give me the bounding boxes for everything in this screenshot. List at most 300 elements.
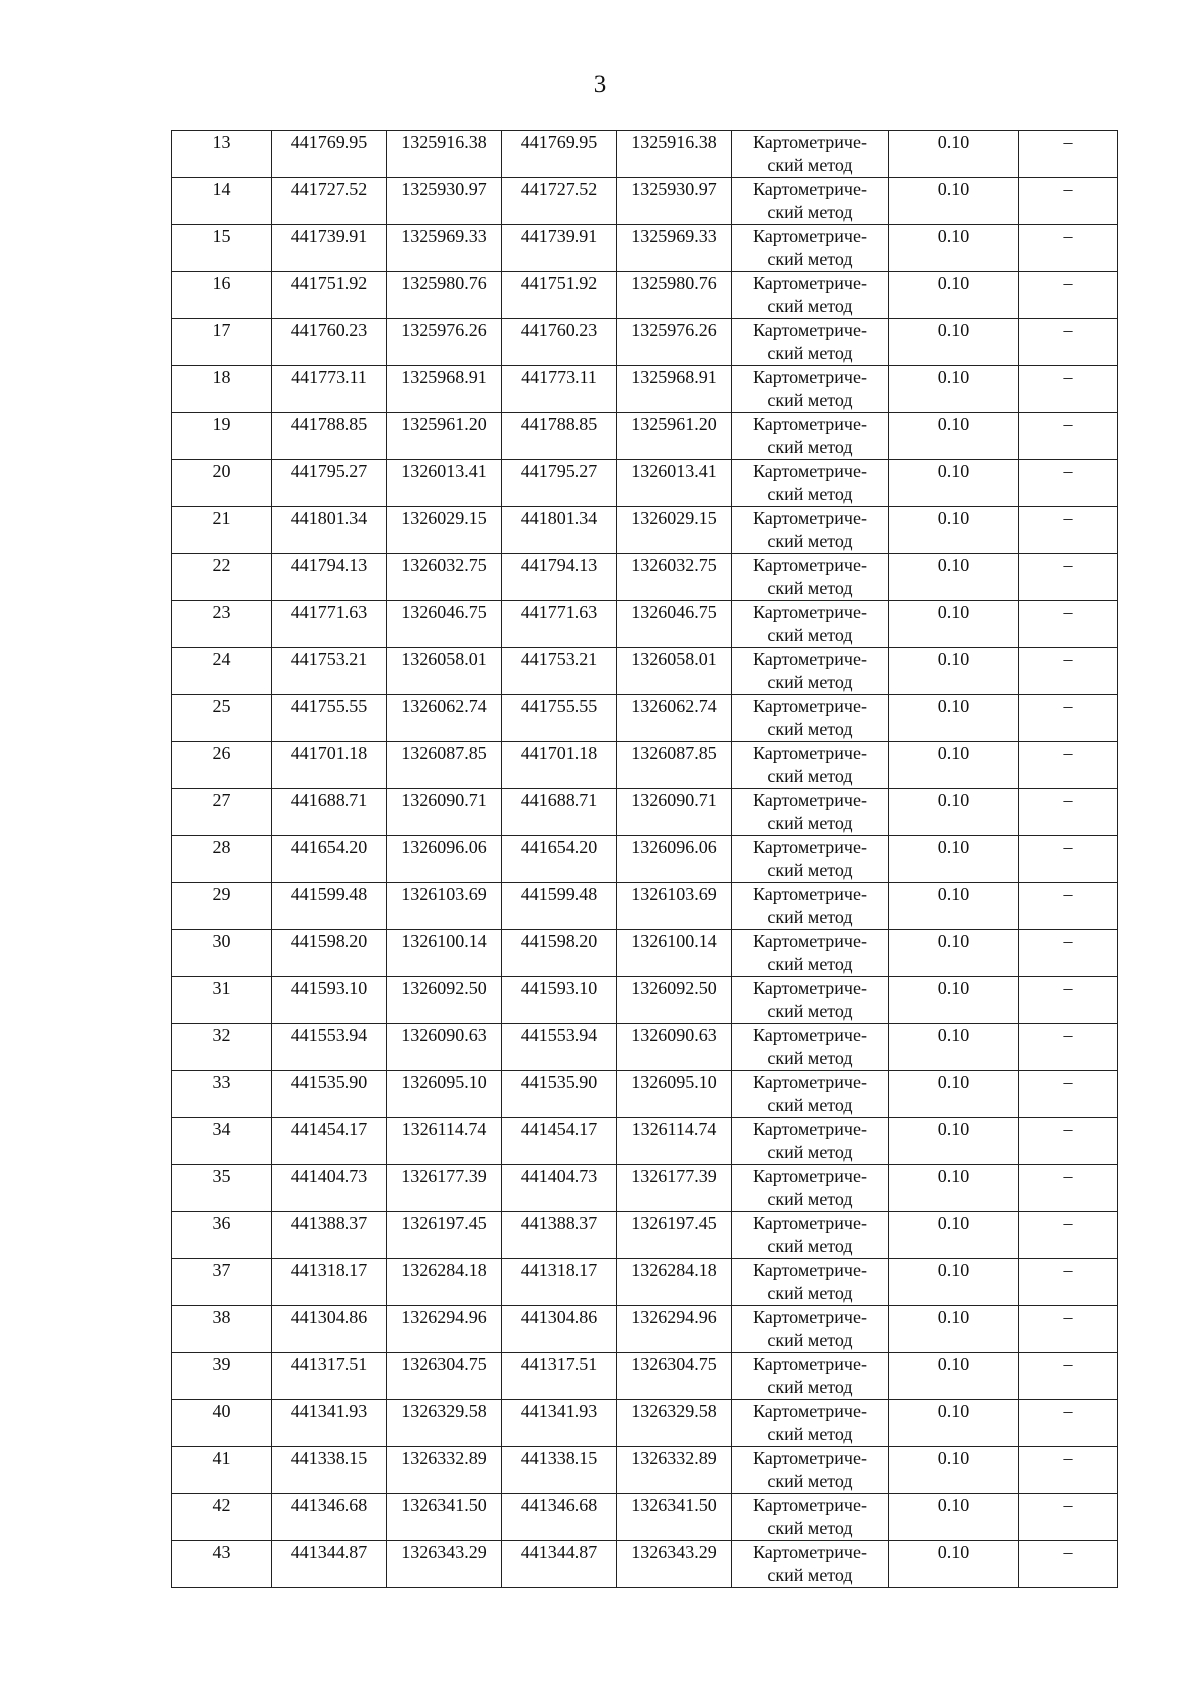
y-new-cell: 1325969.33 xyxy=(617,225,732,272)
x-existing-cell: 441773.11 xyxy=(272,366,387,413)
method-line-2: ский метод xyxy=(767,249,853,269)
accuracy-cell: 0.10 xyxy=(889,1447,1019,1494)
table-row xyxy=(172,1306,1118,1353)
method-line-1: Картометриче- xyxy=(753,320,867,340)
accuracy-cell: 0.10 xyxy=(889,648,1019,695)
y-new-cell: 1326100.14 xyxy=(617,930,732,977)
x-existing-cell: 441304.86 xyxy=(272,1306,387,1353)
y-existing-cell: 1326284.18 xyxy=(387,1259,502,1306)
table-row xyxy=(172,225,1118,272)
point-number-cell: 35 xyxy=(172,1165,272,1212)
y-existing-cell: 1326090.63 xyxy=(387,1024,502,1071)
point-number-cell: 28 xyxy=(172,836,272,883)
description-cell: – xyxy=(1019,1071,1118,1118)
x-existing-cell: 441404.73 xyxy=(272,1165,387,1212)
point-number-cell: 31 xyxy=(172,977,272,1024)
method-line-2: ский метод xyxy=(767,1330,853,1350)
method-line-1: Картометриче- xyxy=(753,884,867,904)
table-row xyxy=(172,131,1118,178)
y-new-cell: 1326029.15 xyxy=(617,507,732,554)
x-existing-cell: 441338.15 xyxy=(272,1447,387,1494)
point-number-cell: 34 xyxy=(172,1118,272,1165)
accuracy-cell: 0.10 xyxy=(889,742,1019,789)
method-cell xyxy=(732,554,889,601)
method-line-1: Картометриче- xyxy=(753,273,867,293)
y-new-cell: 1326177.39 xyxy=(617,1165,732,1212)
accuracy-cell: 0.10 xyxy=(889,977,1019,1024)
x-existing-cell: 441593.10 xyxy=(272,977,387,1024)
y-existing-cell: 1325976.26 xyxy=(387,319,502,366)
x-existing-cell: 441454.17 xyxy=(272,1118,387,1165)
x-existing-cell: 441388.37 xyxy=(272,1212,387,1259)
x-existing-cell: 441771.63 xyxy=(272,601,387,648)
x-existing-cell: 441598.20 xyxy=(272,930,387,977)
x-new-cell: 441751.92 xyxy=(502,272,617,319)
point-number-cell: 26 xyxy=(172,742,272,789)
method-line-2: ский метод xyxy=(767,1048,853,1068)
x-new-cell: 441755.55 xyxy=(502,695,617,742)
accuracy-cell: 0.10 xyxy=(889,460,1019,507)
method-line-2: ский метод xyxy=(767,766,853,786)
method-cell xyxy=(732,930,889,977)
y-existing-cell: 1326058.01 xyxy=(387,648,502,695)
y-existing-cell: 1326046.75 xyxy=(387,601,502,648)
accuracy-cell: 0.10 xyxy=(889,1259,1019,1306)
method-line-1: Картометриче- xyxy=(753,1260,867,1280)
x-new-cell: 441593.10 xyxy=(502,977,617,1024)
table-row xyxy=(172,930,1118,977)
method-line-2: ский метод xyxy=(767,1471,853,1491)
description-cell: – xyxy=(1019,460,1118,507)
y-new-cell: 1325976.26 xyxy=(617,319,732,366)
method-line-1: Картометриче- xyxy=(753,743,867,763)
method-cell xyxy=(732,1165,889,1212)
point-number-cell: 15 xyxy=(172,225,272,272)
table-row xyxy=(172,366,1118,413)
x-new-cell: 441795.27 xyxy=(502,460,617,507)
method-cell xyxy=(732,272,889,319)
x-existing-cell: 441753.21 xyxy=(272,648,387,695)
description-cell: – xyxy=(1019,1306,1118,1353)
accuracy-cell: 0.10 xyxy=(889,789,1019,836)
accuracy-cell: 0.10 xyxy=(889,1494,1019,1541)
point-number-cell: 33 xyxy=(172,1071,272,1118)
y-existing-cell: 1326062.74 xyxy=(387,695,502,742)
point-number-cell: 41 xyxy=(172,1447,272,1494)
method-line-1: Картометриче- xyxy=(753,602,867,622)
method-line-1: Картометриче- xyxy=(753,978,867,998)
x-new-cell: 441599.48 xyxy=(502,883,617,930)
method-line-2: ский метод xyxy=(767,1565,853,1585)
table-row xyxy=(172,178,1118,225)
point-number-cell: 29 xyxy=(172,883,272,930)
x-new-cell: 441344.87 xyxy=(502,1541,617,1588)
method-line-2: ский метод xyxy=(767,296,853,316)
y-new-cell: 1326092.50 xyxy=(617,977,732,1024)
description-cell: – xyxy=(1019,648,1118,695)
table-body xyxy=(172,131,1118,1588)
accuracy-cell: 0.10 xyxy=(889,413,1019,460)
method-cell xyxy=(732,1212,889,1259)
accuracy-cell: 0.10 xyxy=(889,366,1019,413)
point-number-cell: 39 xyxy=(172,1353,272,1400)
method-cell xyxy=(732,1259,889,1306)
method-line-1: Картометриче- xyxy=(753,414,867,434)
y-existing-cell: 1326096.06 xyxy=(387,836,502,883)
x-existing-cell: 441317.51 xyxy=(272,1353,387,1400)
table-row xyxy=(172,1118,1118,1165)
method-line-1: Картометриче- xyxy=(753,837,867,857)
table-row xyxy=(172,648,1118,695)
x-new-cell: 441535.90 xyxy=(502,1071,617,1118)
method-line-1: Картометриче- xyxy=(753,1354,867,1374)
method-line-2: ский метод xyxy=(767,1236,853,1256)
method-cell xyxy=(732,977,889,1024)
method-line-2: ский метод xyxy=(767,1142,853,1162)
y-new-cell: 1326058.01 xyxy=(617,648,732,695)
method-line-2: ский метод xyxy=(767,531,853,551)
y-new-cell: 1326090.63 xyxy=(617,1024,732,1071)
accuracy-cell: 0.10 xyxy=(889,225,1019,272)
y-existing-cell: 1326332.89 xyxy=(387,1447,502,1494)
x-new-cell: 441769.95 xyxy=(502,131,617,178)
y-new-cell: 1326013.41 xyxy=(617,460,732,507)
method-line-1: Картометриче- xyxy=(753,555,867,575)
table-row xyxy=(172,319,1118,366)
method-cell xyxy=(732,413,889,460)
y-new-cell: 1326341.50 xyxy=(617,1494,732,1541)
table-row xyxy=(172,789,1118,836)
description-cell: – xyxy=(1019,695,1118,742)
table-row xyxy=(172,836,1118,883)
accuracy-cell: 0.10 xyxy=(889,1306,1019,1353)
method-line-2: ский метод xyxy=(767,437,853,457)
y-new-cell: 1326284.18 xyxy=(617,1259,732,1306)
table-row xyxy=(172,1353,1118,1400)
method-cell xyxy=(732,225,889,272)
method-cell xyxy=(732,1494,889,1541)
method-cell xyxy=(732,1447,889,1494)
y-existing-cell: 1326092.50 xyxy=(387,977,502,1024)
description-cell: – xyxy=(1019,178,1118,225)
description-cell: – xyxy=(1019,1494,1118,1541)
y-new-cell: 1326294.96 xyxy=(617,1306,732,1353)
table-row xyxy=(172,1071,1118,1118)
x-existing-cell: 441769.95 xyxy=(272,131,387,178)
y-new-cell: 1326343.29 xyxy=(617,1541,732,1588)
x-new-cell: 441404.73 xyxy=(502,1165,617,1212)
y-new-cell: 1326096.06 xyxy=(617,836,732,883)
y-existing-cell: 1326087.85 xyxy=(387,742,502,789)
method-line-2: ский метод xyxy=(767,484,853,504)
description-cell: – xyxy=(1019,930,1118,977)
method-cell xyxy=(732,1024,889,1071)
point-number-cell: 23 xyxy=(172,601,272,648)
table-row xyxy=(172,1494,1118,1541)
x-new-cell: 441346.68 xyxy=(502,1494,617,1541)
accuracy-cell: 0.10 xyxy=(889,1212,1019,1259)
method-cell xyxy=(732,507,889,554)
description-cell: – xyxy=(1019,272,1118,319)
x-new-cell: 441338.15 xyxy=(502,1447,617,1494)
accuracy-cell: 0.10 xyxy=(889,1541,1019,1588)
description-cell: – xyxy=(1019,413,1118,460)
description-cell: – xyxy=(1019,977,1118,1024)
y-existing-cell: 1326197.45 xyxy=(387,1212,502,1259)
point-number-cell: 38 xyxy=(172,1306,272,1353)
description-cell: – xyxy=(1019,1447,1118,1494)
y-existing-cell: 1326341.50 xyxy=(387,1494,502,1541)
point-number-cell: 20 xyxy=(172,460,272,507)
method-line-1: Картометриче- xyxy=(753,1213,867,1233)
y-new-cell: 1326046.75 xyxy=(617,601,732,648)
accuracy-cell: 0.10 xyxy=(889,695,1019,742)
x-existing-cell: 441599.48 xyxy=(272,883,387,930)
y-new-cell: 1325968.91 xyxy=(617,366,732,413)
point-number-cell: 19 xyxy=(172,413,272,460)
table-row xyxy=(172,883,1118,930)
description-cell: – xyxy=(1019,1212,1118,1259)
method-line-1: Картометриче- xyxy=(753,367,867,387)
accuracy-cell: 0.10 xyxy=(889,1353,1019,1400)
method-line-2: ский метод xyxy=(767,1189,853,1209)
method-line-2: ский метод xyxy=(767,1424,853,1444)
y-new-cell: 1326062.74 xyxy=(617,695,732,742)
method-line-1: Картометриче- xyxy=(753,696,867,716)
y-existing-cell: 1326103.69 xyxy=(387,883,502,930)
point-number-cell: 13 xyxy=(172,131,272,178)
y-existing-cell: 1326177.39 xyxy=(387,1165,502,1212)
y-new-cell: 1326103.69 xyxy=(617,883,732,930)
table-row xyxy=(172,1400,1118,1447)
description-cell: – xyxy=(1019,601,1118,648)
table-row xyxy=(172,1541,1118,1588)
y-new-cell: 1325930.97 xyxy=(617,178,732,225)
y-existing-cell: 1325980.76 xyxy=(387,272,502,319)
point-number-cell: 14 xyxy=(172,178,272,225)
method-cell xyxy=(732,742,889,789)
y-new-cell: 1326090.71 xyxy=(617,789,732,836)
table-row xyxy=(172,1024,1118,1071)
x-new-cell: 441773.11 xyxy=(502,366,617,413)
y-new-cell: 1326197.45 xyxy=(617,1212,732,1259)
method-line-1: Картометриче- xyxy=(753,1542,867,1562)
method-line-1: Картометриче- xyxy=(753,1119,867,1139)
method-cell xyxy=(732,319,889,366)
point-number-cell: 22 xyxy=(172,554,272,601)
description-cell: – xyxy=(1019,131,1118,178)
method-cell xyxy=(732,648,889,695)
method-line-2: ский метод xyxy=(767,343,853,363)
table-row xyxy=(172,742,1118,789)
x-new-cell: 441304.86 xyxy=(502,1306,617,1353)
point-number-cell: 27 xyxy=(172,789,272,836)
x-existing-cell: 441318.17 xyxy=(272,1259,387,1306)
method-cell xyxy=(732,695,889,742)
method-line-1: Картометриче- xyxy=(753,1025,867,1045)
y-existing-cell: 1325969.33 xyxy=(387,225,502,272)
method-cell xyxy=(732,1071,889,1118)
method-line-2: ский метод xyxy=(767,719,853,739)
y-existing-cell: 1325968.91 xyxy=(387,366,502,413)
description-cell: – xyxy=(1019,789,1118,836)
method-cell xyxy=(732,131,889,178)
method-line-2: ский метод xyxy=(767,1283,853,1303)
method-cell xyxy=(732,366,889,413)
method-line-2: ский метод xyxy=(767,1001,853,1021)
table-row xyxy=(172,601,1118,648)
x-new-cell: 441727.52 xyxy=(502,178,617,225)
accuracy-cell: 0.10 xyxy=(889,272,1019,319)
method-cell xyxy=(732,1400,889,1447)
point-number-cell: 37 xyxy=(172,1259,272,1306)
x-existing-cell: 441535.90 xyxy=(272,1071,387,1118)
y-existing-cell: 1326090.71 xyxy=(387,789,502,836)
method-line-2: ский метод xyxy=(767,1518,853,1538)
point-number-cell: 17 xyxy=(172,319,272,366)
x-new-cell: 441553.94 xyxy=(502,1024,617,1071)
point-number-cell: 24 xyxy=(172,648,272,695)
method-cell xyxy=(732,1353,889,1400)
description-cell: – xyxy=(1019,1118,1118,1165)
accuracy-cell: 0.10 xyxy=(889,1071,1019,1118)
method-line-1: Картометриче- xyxy=(753,1072,867,1092)
point-number-cell: 43 xyxy=(172,1541,272,1588)
method-line-2: ский метод xyxy=(767,1095,853,1115)
y-existing-cell: 1326095.10 xyxy=(387,1071,502,1118)
x-new-cell: 441318.17 xyxy=(502,1259,617,1306)
x-new-cell: 441771.63 xyxy=(502,601,617,648)
method-line-2: ский метод xyxy=(767,672,853,692)
point-number-cell: 36 xyxy=(172,1212,272,1259)
method-cell xyxy=(732,836,889,883)
method-line-1: Картометриче- xyxy=(753,1307,867,1327)
x-new-cell: 441454.17 xyxy=(502,1118,617,1165)
method-cell xyxy=(732,789,889,836)
accuracy-cell: 0.10 xyxy=(889,601,1019,648)
method-line-1: Картометриче- xyxy=(753,1448,867,1468)
x-existing-cell: 441795.27 xyxy=(272,460,387,507)
description-cell: – xyxy=(1019,836,1118,883)
x-existing-cell: 441727.52 xyxy=(272,178,387,225)
y-existing-cell: 1326013.41 xyxy=(387,460,502,507)
accuracy-cell: 0.10 xyxy=(889,554,1019,601)
x-existing-cell: 441341.93 xyxy=(272,1400,387,1447)
method-cell xyxy=(732,601,889,648)
table-row xyxy=(172,977,1118,1024)
point-number-cell: 25 xyxy=(172,695,272,742)
x-new-cell: 441760.23 xyxy=(502,319,617,366)
method-cell xyxy=(732,1118,889,1165)
y-new-cell: 1326304.75 xyxy=(617,1353,732,1400)
table-row xyxy=(172,1447,1118,1494)
method-line-1: Картометриче- xyxy=(753,931,867,951)
method-line-2: ский метод xyxy=(767,390,853,410)
accuracy-cell: 0.10 xyxy=(889,319,1019,366)
y-existing-cell: 1326329.58 xyxy=(387,1400,502,1447)
table-row xyxy=(172,460,1118,507)
accuracy-cell: 0.10 xyxy=(889,930,1019,977)
method-line-1: Картометриче- xyxy=(753,790,867,810)
x-new-cell: 441317.51 xyxy=(502,1353,617,1400)
y-existing-cell: 1326343.29 xyxy=(387,1541,502,1588)
description-cell: – xyxy=(1019,1165,1118,1212)
y-new-cell: 1326329.58 xyxy=(617,1400,732,1447)
y-existing-cell: 1325930.97 xyxy=(387,178,502,225)
accuracy-cell: 0.10 xyxy=(889,131,1019,178)
x-new-cell: 441598.20 xyxy=(502,930,617,977)
description-cell: – xyxy=(1019,1259,1118,1306)
method-cell xyxy=(732,1306,889,1353)
method-line-1: Картометриче- xyxy=(753,461,867,481)
x-existing-cell: 441739.91 xyxy=(272,225,387,272)
point-number-cell: 32 xyxy=(172,1024,272,1071)
coordinates-table xyxy=(171,130,1118,1588)
point-number-cell: 40 xyxy=(172,1400,272,1447)
method-line-1: Картометриче- xyxy=(753,1166,867,1186)
method-line-2: ский метод xyxy=(767,578,853,598)
x-existing-cell: 441751.92 xyxy=(272,272,387,319)
x-new-cell: 441701.18 xyxy=(502,742,617,789)
x-new-cell: 441794.13 xyxy=(502,554,617,601)
table-row xyxy=(172,507,1118,554)
x-new-cell: 441341.93 xyxy=(502,1400,617,1447)
x-existing-cell: 441788.85 xyxy=(272,413,387,460)
accuracy-cell: 0.10 xyxy=(889,1024,1019,1071)
x-existing-cell: 441701.18 xyxy=(272,742,387,789)
table-row xyxy=(172,413,1118,460)
x-existing-cell: 441688.71 xyxy=(272,789,387,836)
point-number-cell: 16 xyxy=(172,272,272,319)
x-existing-cell: 441794.13 xyxy=(272,554,387,601)
y-new-cell: 1326032.75 xyxy=(617,554,732,601)
accuracy-cell: 0.10 xyxy=(889,1118,1019,1165)
y-existing-cell: 1326100.14 xyxy=(387,930,502,977)
y-existing-cell: 1326032.75 xyxy=(387,554,502,601)
method-line-2: ский метод xyxy=(767,860,853,880)
method-cell xyxy=(732,460,889,507)
description-cell: – xyxy=(1019,225,1118,272)
description-cell: – xyxy=(1019,1541,1118,1588)
description-cell: – xyxy=(1019,1024,1118,1071)
method-line-1: Картометриче- xyxy=(753,508,867,528)
table-row xyxy=(172,1165,1118,1212)
description-cell: – xyxy=(1019,507,1118,554)
method-line-2: ский метод xyxy=(767,202,853,222)
method-line-1: Картометриче- xyxy=(753,226,867,246)
method-line-2: ский метод xyxy=(767,625,853,645)
y-new-cell: 1326114.74 xyxy=(617,1118,732,1165)
description-cell: – xyxy=(1019,883,1118,930)
table-row xyxy=(172,272,1118,319)
y-existing-cell: 1325916.38 xyxy=(387,131,502,178)
page-number: 3 xyxy=(593,71,607,98)
x-new-cell: 441688.71 xyxy=(502,789,617,836)
method-cell xyxy=(732,883,889,930)
x-existing-cell: 441760.23 xyxy=(272,319,387,366)
x-existing-cell: 441553.94 xyxy=(272,1024,387,1071)
x-existing-cell: 441654.20 xyxy=(272,836,387,883)
x-new-cell: 441388.37 xyxy=(502,1212,617,1259)
y-new-cell: 1325980.76 xyxy=(617,272,732,319)
x-existing-cell: 441346.68 xyxy=(272,1494,387,1541)
table-row xyxy=(172,554,1118,601)
description-cell: – xyxy=(1019,742,1118,789)
table-row xyxy=(172,695,1118,742)
method-cell xyxy=(732,178,889,225)
table-row xyxy=(172,1259,1118,1306)
x-new-cell: 441739.91 xyxy=(502,225,617,272)
